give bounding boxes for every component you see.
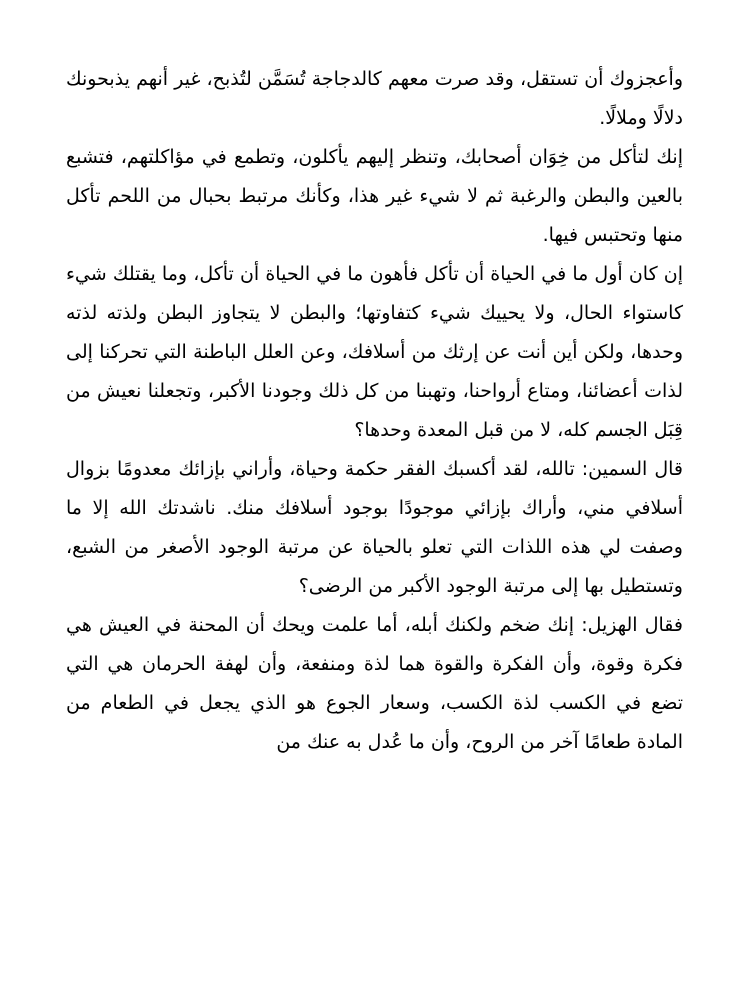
paragraph-5: فقال الهزيل: إنك ضخم ولكنك أبله، أما علمت ويحك أن المحنة في العيش هي فكرة وقوة، وأن الفكرة والقوة هما لذة ومنفعة، وأن لهفة الحرمان هي التي تضع في الكسب لذة الكسب، وسعار الجوع هو الذي يجعل في الطعام من المادة طعامًا آخر من الروح، وأن ما عُدل به عنك من (66, 614, 683, 753)
paragraph-1: وأعجزوك أن تستقل، وقد صرت معهم كالدجاجة تُسَمَّن لتُذبح، غير أنهم يذبحونك دلالًا وملالًا. (66, 68, 683, 129)
document-page (66, 60, 683, 762)
paragraph-2: إنك لتأكل من خِوَان أصحابك، وتنظر إليهم يأكلون، وتطمع في مؤاكلتهم، فتشبع بالعين والبطن والرغبة ثم لا شيء غير هذا، وكأنك مرتبط بحبال من اللحم تأكل منها وتحتبس فيها. (66, 146, 683, 246)
paragraph-3: إن كان أول ما في الحياة أن تأكل فأهون ما في الحياة أن تأكل، وما يقتلك شيء كاستواء الحال، ولا يحييك شيء كتفاوتها؛ والبطن لا يتجاوز البطن ولذته لذته وحدها، ولكن أين أنت عن إرثك من أسلافك، وعن العلل الباطنة التي تحركنا إلى لذات أعضائنا، ومتاع أرواحنا، وتهبنا من كل ذلك وجودنا الأكبر، وتجعلنا نعيش من قِبَل الجسم كله، لا من قبل المعدة وحدها؟ (66, 263, 683, 441)
paragraph-4: قال السمين: تالله، لقد أكسبك الفقر حكمة وحياة، وأراني بإزائك معدومًا بزوال أسلافي مني، وأراك بإزائي موجودًا بوجود أسلافك منك. ناشدتك الله إلا ما وصفت لي هذه اللذات التي تعلو بالحياة عن مرتبة الوجود الأصغر من الشبع، وتستطيل بها إلى مرتبة الوجود الأكبر من الرضى؟ (66, 458, 683, 597)
